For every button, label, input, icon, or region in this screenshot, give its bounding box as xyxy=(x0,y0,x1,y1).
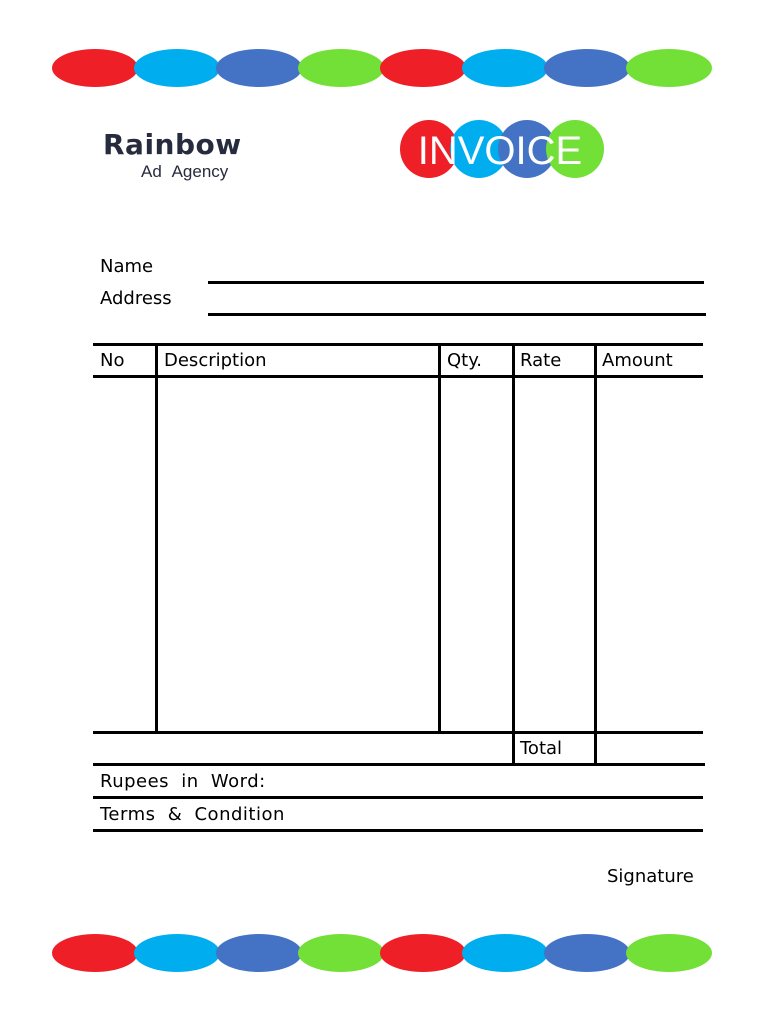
table-top-rule xyxy=(93,343,703,346)
column-divider-qty xyxy=(512,343,515,766)
decor-oval xyxy=(380,934,466,972)
rupees-in-word-label: Rupees in Word: xyxy=(100,771,266,792)
decor-oval xyxy=(462,49,548,87)
header-rate: Rate xyxy=(520,350,562,371)
column-divider-description xyxy=(438,343,441,734)
decor-oval xyxy=(626,49,712,87)
company-tagline: Ad Agency xyxy=(141,162,229,181)
top-oval-border xyxy=(52,49,716,87)
name-label: Name xyxy=(100,256,154,277)
header-amount: Amount xyxy=(602,350,673,371)
decor-oval xyxy=(298,934,384,972)
bottom-oval-border xyxy=(52,934,716,972)
header-description: Description xyxy=(164,350,267,371)
decor-oval xyxy=(626,934,712,972)
name-field-line[interactable] xyxy=(208,281,704,284)
header-qty: Qty. xyxy=(447,350,483,371)
address-label: Address xyxy=(100,288,172,309)
decor-oval xyxy=(544,934,630,972)
decor-oval xyxy=(52,934,138,972)
header-no: No xyxy=(100,350,125,371)
column-divider-no xyxy=(155,343,158,734)
total-row-bottom-rule xyxy=(93,763,705,766)
address-field-line[interactable] xyxy=(208,313,706,316)
column-divider-rate xyxy=(594,343,597,766)
decor-oval xyxy=(134,934,220,972)
decor-oval xyxy=(462,934,548,972)
decor-oval xyxy=(544,49,630,87)
decor-oval xyxy=(380,49,466,87)
decor-oval xyxy=(52,49,138,87)
company-name: Rainbow xyxy=(103,128,242,161)
invoice-title: INVOICE xyxy=(417,129,583,173)
total-label: Total xyxy=(520,738,563,759)
terms-label: Terms & Condition xyxy=(100,804,285,825)
decor-oval xyxy=(298,49,384,87)
decor-oval xyxy=(134,49,220,87)
decor-oval xyxy=(216,934,302,972)
terms-row-bottom-rule xyxy=(93,829,703,832)
table-body-bottom-rule xyxy=(93,731,703,734)
signature-label: Signature xyxy=(607,866,694,887)
rupees-row-bottom-rule xyxy=(93,796,703,799)
decor-oval xyxy=(216,49,302,87)
table-header-rule xyxy=(93,375,703,378)
